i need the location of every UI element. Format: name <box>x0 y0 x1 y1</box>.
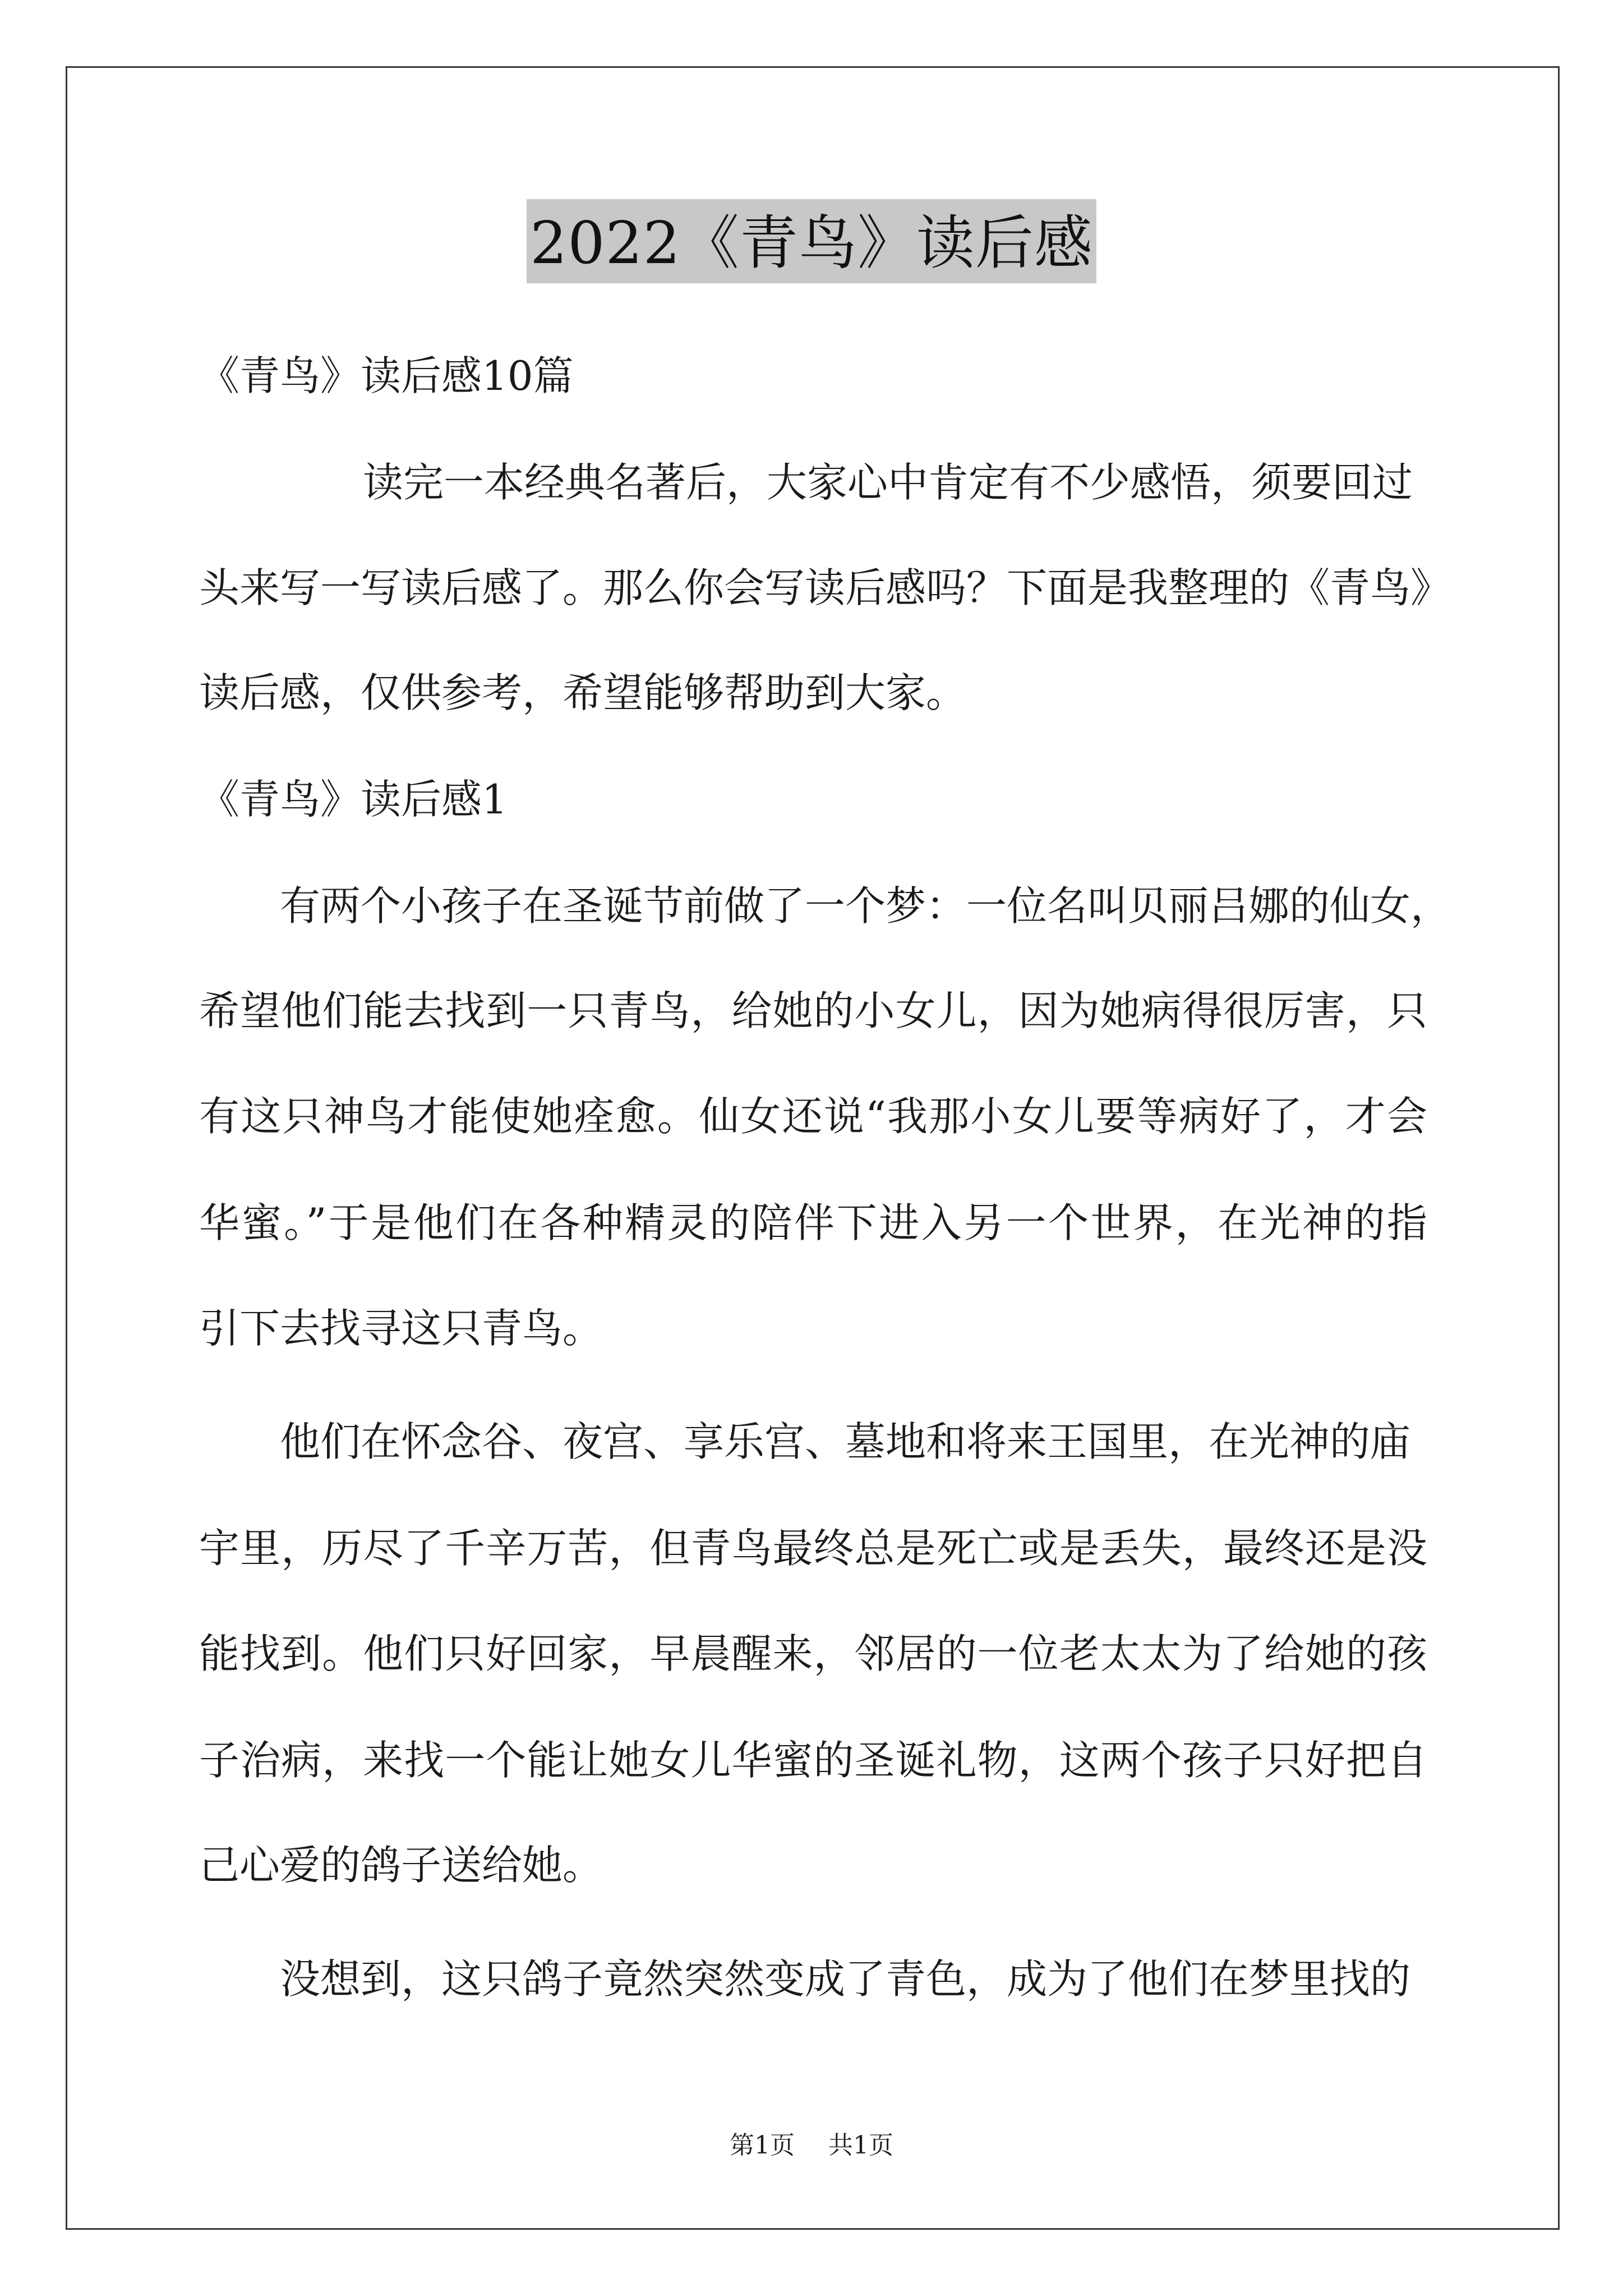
paragraph-line: 他们在怀念谷、夜宫、享乐宫、墓地和将来王国里，在光神的庙 <box>280 1418 1411 1465</box>
intro-line: 读后感，仅供参考，希望能够帮助到大家。 <box>199 669 967 716</box>
page-number: 第1页 <box>730 2131 795 2160</box>
intro-line: 读完一本经典名著后，大家心中肯定有不少感悟，须要回过 <box>363 459 1413 506</box>
page-footer <box>0 2129 1623 2162</box>
paragraph-line: 有两个小孩子在圣诞节前做了一个梦：一位名叫贝丽吕娜的仙女， <box>280 882 1451 930</box>
paragraph-line: 没想到，这只鸽子竟然突然变成了青色，成为了他们在梦里找的 <box>280 1955 1411 2003</box>
paragraph-line: 己心爱的鸽子送给她。 <box>199 1842 603 1889</box>
subtitle: 《青鸟》读后感10篇 <box>199 352 574 399</box>
title-container <box>0 199 1623 283</box>
paragraph-line: 宇里，历尽了千辛万苦，但青鸟最终总是死亡或是丢失，最终还是没 <box>199 1525 1427 1572</box>
paragraph-line: 希望他们能去找到一只青鸟，给她的小女儿，因为她病得很厉害，只 <box>199 987 1427 1034</box>
intro-line: 头来写一写读后感了。那么你会写读后感吗？下面是我整理的《青鸟》 <box>199 564 1451 611</box>
document-title: 2022《青鸟》读后感 <box>527 199 1096 283</box>
paragraph-line: 子治病，来找一个能让她女儿华蜜的圣诞礼物，这两个孩子只好把自 <box>199 1737 1427 1784</box>
section-heading: 《青鸟》读后感1 <box>199 776 508 823</box>
page-total: 共1页 <box>828 2131 893 2160</box>
paragraph-line: 华蜜。”于是他们在各种精灵的陪伴下进入另一个世界，在光神的指 <box>199 1199 1427 1246</box>
paragraph-line: 有这只神鸟才能使她痊愈。仙女还说“我那小女儿要等病好了，才会 <box>199 1093 1427 1140</box>
paragraph-line: 能找到。他们只好回家，早晨醒来，邻居的一位老太太为了给她的孩 <box>199 1630 1427 1677</box>
paragraph-line: 引下去找寻这只青鸟。 <box>199 1305 603 1352</box>
